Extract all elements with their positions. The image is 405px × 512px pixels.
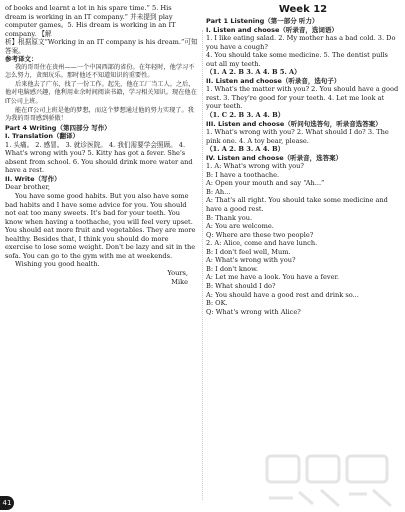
dialogue-line: B: I don't feel well, Mum. [206, 247, 291, 256]
dialogue-line: Q: What's wrong with Alice? [206, 307, 301, 316]
column-divider [202, 30, 203, 500]
section1-line: 4. You should take some medicine. 5. The dentist pulls out all my teeth. [206, 51, 388, 68]
translation-paragraph: 我的哥哥住在贵州——一个中国西部的省份。在年轻时，他学习不怎么努力，贪图玩乐。那时他还不知道知识的重要性。 [5, 63, 195, 80]
watermark-graphic [261, 450, 401, 510]
part4-heading: Part 4 Writing（第四部分 写作） [5, 123, 111, 132]
page-number: 41 [0, 496, 14, 510]
right-column [206, 17, 400, 316]
translation-answers: 1. 头痛。 2. 感冒。 3. 就诊医院。 4. 我们需要学会照顾。 4. What's wrong with you? 5. Kitty has got a fever. She's absent from school. 6. You should drink more water and have a rest. [5, 140, 193, 175]
dialogue-line: Q: Where are these two people? [206, 230, 314, 239]
letter-closing: Yours, [167, 268, 188, 277]
dialogue-line: B: What should I do? [206, 281, 276, 290]
letter-salutation: Dear brother, [5, 183, 51, 192]
section1-line: 1. I like eating salad. 2. My mother has a bad cold. 3. Do you have a cough? [206, 34, 396, 51]
translation-paragraph: 能在IT公司上班是他的梦想，而这个梦想通过他的努力实现了。我为我的哥哥感到骄傲！ [5, 106, 194, 123]
part1-heading: Part 1 Listening（第一部分 听力） [206, 17, 319, 25]
letter-signature: Mike [171, 277, 188, 286]
watermark-logo [261, 450, 401, 510]
section1-answers: （1. A 2. B 3. A 4. B 5. A） [206, 68, 301, 77]
dialogue-line: B: I don't know. [206, 264, 259, 273]
dialogue-line: 1. A: What's wrong with you? [206, 162, 304, 171]
write-heading: II. Write（写作） [5, 174, 61, 183]
dialogue [206, 162, 400, 316]
dialogue-line: A: You should have a good rest and drink so... [206, 290, 359, 299]
week-title: Week 12 [278, 4, 328, 15]
translation-heading: I. Translation（翻译） [5, 132, 80, 141]
dialogue-line: A: Let me have a look. You have a fever. [206, 273, 340, 282]
letter-body: You have some good habits. But you also have some bad habits and I have some advice for you. You should not eat too many sweets. It's bad for your teeth. You know when having a toothache, you will feel very upset. You should eat more fruit and vegetables. They are more healthy. Besides that, I think you should do more exercise to lose some weight. Don't be lazy and sit in the sofa. You can go to the gym with me at weekends. [5, 192, 196, 260]
section3-answers: （1. A 2. B 3. A 4. B） [206, 145, 285, 154]
answer-explanation-line: of books and learnt a lot in his spare time.” 5. His [5, 4, 172, 12]
dialogue-line: A: Open your mouth and say “Ah...” [206, 179, 325, 188]
dialogue-line: A: What's wrong with you? [206, 256, 296, 265]
dialogue-line: A: That's all right. You should take some medicine and have a good rest. [206, 196, 388, 214]
section1-heading: I. Listen and choose（听录音，选词语） [206, 25, 338, 34]
section4-heading: IV. Listen and choose（听录音，选答案） [206, 153, 343, 162]
translation-paragraph: 后来他去了广东，找了一份工作。起先，他在工厂当工人。之后，他对电脑感兴趣，他利用业余时间阅读书籍，学习相关知识。现在他在IT公司上班。 [5, 80, 197, 106]
dialogue-line: A: You are welcome. [206, 222, 274, 231]
reference-translation-heading: 参考译文： [5, 55, 38, 64]
left-column [5, 4, 198, 286]
dialogue-line: B: Ah... [206, 187, 231, 196]
answer-explanation-line: dream is working in an IT company.” 并未提到 play computer games。5. His dream is working in an IT company. 【解 [5, 12, 176, 38]
section3-heading: III. Listen and choose（听问句选答句，听录音选答案） [206, 119, 382, 128]
dialogue-line: B: I have a toothache. [206, 170, 280, 179]
section2-heading: II. Listen and choose（听录音，选句子） [206, 76, 341, 85]
letter-wish: Wishing you good health. [15, 260, 100, 269]
dialogue-line: 2. A: Alice, come and have lunch. [206, 239, 318, 248]
dialogue-line: B: Thank you. [206, 213, 253, 222]
dialogue-line: B: OK. [206, 299, 228, 308]
section2-answers: （1. C 2. B 3. A 4. B） [206, 111, 285, 120]
section2-line: 1. What's the matter with you? 2. You should have a good rest. 3. They're good for your teeth. 4. Let me look at your teeth. [206, 85, 399, 111]
answer-explanation-line: 析】根据原文“Working in an IT company is his dream.”可知答案。 [5, 38, 198, 55]
section3-line: 1. What's wrong with you? 2. What should I do? 3. The pink one. 4. A toy bear, please. [206, 128, 389, 145]
